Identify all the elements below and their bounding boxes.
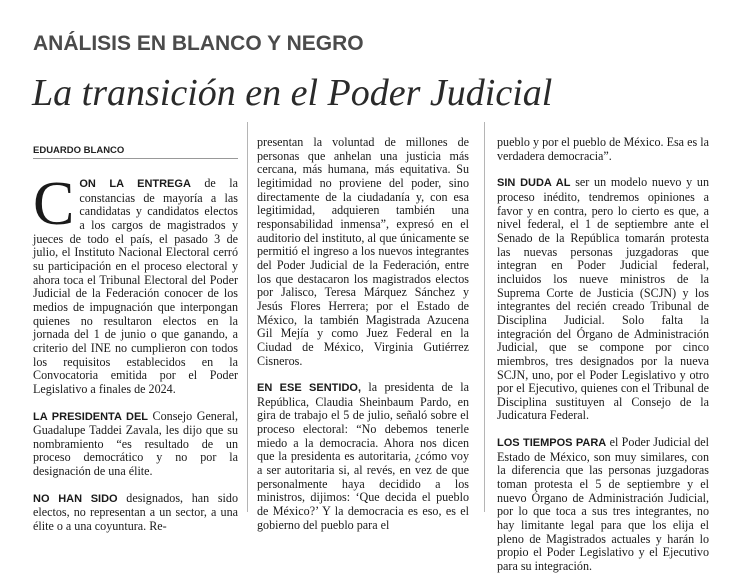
paragraph-lead: LA PRESIDENTA DEL [33, 410, 149, 423]
byline-rule [33, 158, 238, 159]
paragraph [257, 136, 469, 368]
paragraph-lead: ON LA ENTREGA [79, 178, 191, 190]
paragraph-text: de la constancias de mayoría a las candidatas y candidatos electos a los cargos de magistrados y jueces de todo el país, el pasado 3 de julio, el Instituto Nacional Electoral cerró su participación en el proceso electoral y ahora toca el Tribunal Electoral del Poder Judicial de la Federación conocer de los medios de impugnación que interpongan quienes no resultaron electos en la jornada del 1 de junio o que ganando, a criterio del INE no cumplieron con todos los requisitos establecidos en la Convocatoria emitida por el Poder Legislativo a finales de 2024. [33, 176, 238, 396]
paragraph-text: pueblo y por el pueblo de México. Esa es la verdadera democracia”. [497, 135, 709, 163]
paragraph-text: presentan la voluntad de millones de personas que anhelan una justicia más cercana, más humana, más equitativa. Su legitimidad no proviene del poder, sino directamente de la ciudadanía y, con esa legitimidad, adquieren también una responsabilidad inmensa”, expresó en el auditorio del instituto, al que únicamente se permitió el ingreso a los nuevos integrantes del Poder Judicial de la Federación, entre los que destacaron los magistrados electos por Jalisco, Teresa Márquez Sánchez y Jesús Flores Herrera; por el Estado de México, la también Magistrada Azucena Gil Mejía y como Juez Federal en la Ciudad de México, Virginia Gutiérrez Cisneros. [257, 135, 469, 368]
article-column-2 [257, 136, 469, 532]
paragraph [497, 176, 709, 423]
paragraph [257, 381, 469, 532]
paragraph [33, 492, 238, 534]
column-divider-1 [247, 122, 248, 512]
paragraph [33, 170, 238, 397]
paragraph-text: designados, han sido electos, no representan a un sector, a una élite o a una coyuntura. Re- [33, 490, 238, 534]
article-column-1 [33, 170, 238, 534]
paragraph-lead: EN ESE SENTIDO, [257, 382, 362, 395]
drop-cap: C [33, 170, 75, 238]
article-column-3 [497, 136, 709, 574]
paragraph [497, 436, 709, 574]
article-headline: La transición en el Poder Judicial [32, 72, 553, 114]
paragraph-text: ser un modelo nuevo y un proceso inédito, tendremos opiniones a favor y en contra, pero lo cierto es que, a nivel federal, el 1 de septiembre ante el Senado de la República tomarán protesta las nuevas personas juzgadoras que integran en Poder Judicial federal, incluidos los nueve ministros de la Suprema Corte de Justicia (SCJN) y los integrantes del recién creado Tribunal de Disciplina Judicial. Solo falta la integración del Órgano de Administración Judicial, que se compone por cinco miembros, tres designados por la nueva SCJN, uno, por el Poder Legislativo y otro por el Ejecutivo, quienes con el Tribunal de Disciplina sustituyen al Consejo de la Judicatura Federal. [497, 175, 709, 423]
section-kicker: ANÁLISIS EN BLANCO Y NEGRO [33, 32, 364, 55]
paragraph [33, 410, 238, 479]
paragraph-lead: NO HAN SIDO [33, 492, 118, 505]
paragraph-lead: LOS TIEMPOS PARA [497, 437, 607, 450]
paragraph-lead: SIN DUDA AL [497, 177, 571, 190]
author-byline: EDUARDO BLANCO [33, 145, 125, 156]
paragraph-text: el Poder Judicial del Estado de México, son muy similares, con la diferencia que las personas juzgadoras toman protesta el 5 de septiembre y el nuevo Órgano de Administración Judicial, por lo que toca a sus tres integrantes, no hay limitante legal para que los elija el pleno de Magistrados actuales y harán lo propio el Poder Legislativo y el Ejecutivo para su integración. [497, 435, 709, 574]
paragraph-text: Consejo General, Guadalupe Taddei Zavala, les dijo que su nombramiento “es resultado de un proceso democrático y no por la designación de una élite. [33, 408, 238, 479]
column-divider-2 [484, 122, 485, 512]
paragraph-text: la presidenta de la República, Claudia Sheinbaum Pardo, en gira de trabajo el 5 de julio, señaló sobre el proceso electoral: “No debemos tenerle miedo a la democracia. Ahora nos dicen que la presidenta es autoritaria, ¿cómo voy a ser autoritaria si, al revés, en vez de que personalmente haya decidido a los ministros, dijimos: ‘Que decida el pueblo de México?’ Y la democracia es eso, es el gobierno del pueblo para el [257, 380, 469, 532]
paragraph [497, 136, 709, 163]
